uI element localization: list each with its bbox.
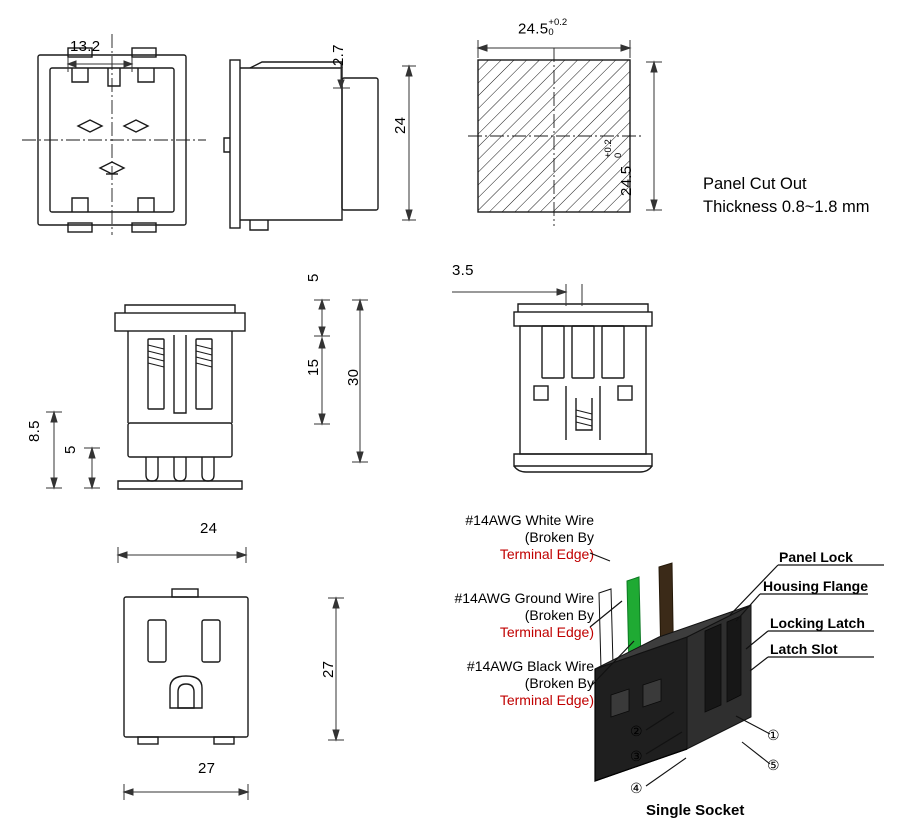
callout-latch-slot: Latch Slot (770, 641, 838, 657)
face-view (110, 580, 310, 780)
dimension-30-line (350, 296, 370, 468)
callout-panel-lock: Panel Lock (779, 549, 853, 565)
dimension-24-width-line (110, 545, 260, 565)
front-view-top-left (20, 20, 220, 235)
dimension-cutout-width: 24.5+0.2 0 (518, 17, 568, 38)
dimension-cutout-height-line (642, 58, 666, 216)
dimension-cutout-width-line (468, 36, 648, 60)
balloon-5: ⑤ (767, 757, 780, 773)
dimension-24-side-line (398, 62, 420, 228)
dimension-13-2-line (60, 56, 160, 74)
side-section-view (110, 295, 320, 490)
dimension-5-lower-line (82, 444, 102, 492)
wire-label-ground: #14AWG Ground Wire (Broken By Terminal Edge) (454, 590, 594, 641)
iso-view-caption: Single Socket (646, 802, 745, 819)
dimension-8-5-line (44, 408, 64, 492)
dimension-27-height-line (326, 594, 346, 744)
dimension-3-5: 3.5 (452, 262, 474, 279)
balloon-2: ② (630, 723, 643, 739)
side-view-top (222, 20, 402, 235)
panel-cutout-view (468, 42, 648, 232)
balloon-3: ③ (630, 748, 643, 764)
balloon-leader-lines (620, 700, 800, 790)
dimension-2-7-line (330, 62, 352, 94)
dimension-24-width: 24 (200, 520, 218, 537)
callout-housing-flange: Housing Flange (763, 578, 868, 594)
callout-leader-lines (700, 545, 900, 685)
balloon-1: ① (767, 727, 780, 743)
dimension-3-5-line (448, 282, 588, 308)
wire-leader-lines (588, 505, 708, 705)
wire-label-white: #14AWG White Wire (Broken By Terminal Edge) (465, 512, 594, 563)
dimension-15-line (312, 336, 332, 428)
dimension-27-width-line (110, 782, 270, 802)
balloon-4: ④ (630, 780, 643, 796)
dimension-13-2: 13.2 (70, 38, 101, 55)
dimension-27-width: 27 (198, 760, 216, 777)
callout-locking-latch: Locking Latch (770, 615, 865, 631)
panel-cutout-note-line1: Panel Cut Out (703, 175, 807, 193)
wire-label-black: #14AWG Black Wire (Broken By Terminal Edge) (466, 658, 594, 709)
panel-cutout-note (703, 175, 869, 217)
drawing-canvas: 13.2 2.7 24 24.5+0.2 0 24.5 +0.2 0 Panel Cut Out Thickness 0.8~1.8 mm 5 15 30 8.5 5 24 3.5 27 27 #14AWG White Wire (Broken By Terminal Edge) #14AWG Ground Wire (Broken By Terminal Edge) #14AWG Black Wire (Broken By Terminal Edge) Panel Lock Housing Flange Locking Latch Latch Slot ② ③ ④ ① ⑤ Single Socket (0, 0, 914, 828)
rear-view (500, 290, 700, 490)
panel-cutout-note-line2: Thickness 0.8~1.8 mm (703, 198, 870, 216)
